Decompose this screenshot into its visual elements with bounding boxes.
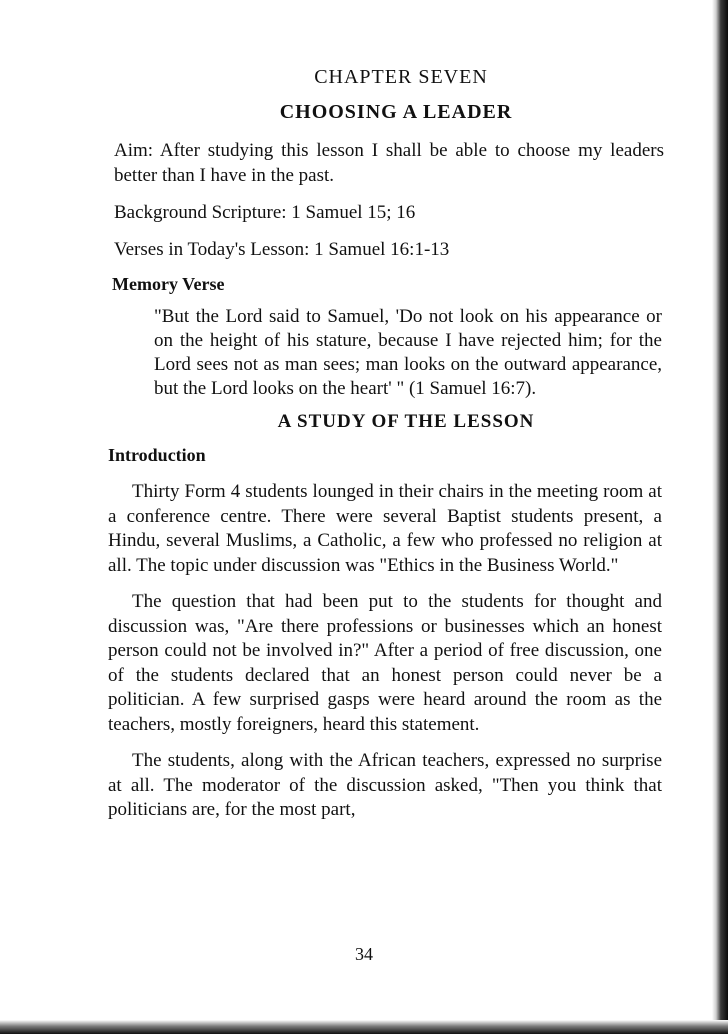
paragraph: Thirty Form 4 students lounged in their chairs in the meeting room at a conference centre. There were several Baptist students present, a Hindu, several Muslims, a Catholic, a few who professed no religion at all. The topic under discussion was "Ethics in the Business World." [108, 481, 662, 576]
memory-verse-text: "But the Lord said to Samuel, 'Do not look on his appearance or on the height of his stature, because I have rejected him; for the Lord sees not as man sees; man looks on the outward appearance, but the Lord looks on the heart' " (1 Samuel 16:7). [154, 306, 662, 399]
page-number: 34 [355, 944, 373, 964]
chapter-heading: CHAPTER SEVEN [314, 66, 488, 88]
background-scripture: Background Scripture: 1 Samuel 15; 16 [114, 202, 416, 223]
lesson-verses: Verses in Today's Lesson: 1 Samuel 16:1-13 [114, 239, 450, 260]
page-edge-shadow-bottom [0, 1020, 728, 1034]
memory-verse-label: Memory Verse [112, 274, 225, 294]
paragraph: The question that had been put to the students for thought and discussion was, "Are there professions or businesses which an honest person could not be involved in?" After a period of free discussion, one of the students declared that an honest person could never be a politician. A few surprised gasps were heard around the room as the teachers, mostly foreigners, heard this statement. [108, 591, 662, 735]
aim-statement: Aim: After studying this lesson I shall be able to choose my leaders better than I have in the past. [114, 140, 664, 186]
page-content [108, 66, 664, 835]
page-edge-shadow-right [712, 0, 728, 1034]
paragraph: The students, along with the African teachers, expressed no surprise at all. The moderator of the discussion asked, "Then you think that politicians are, for the most part, [108, 750, 662, 820]
introduction-heading: Introduction [108, 445, 206, 465]
study-heading: A STUDY OF THE LESSON [277, 411, 535, 432]
chapter-title: CHOOSING A LEADER [279, 101, 513, 123]
